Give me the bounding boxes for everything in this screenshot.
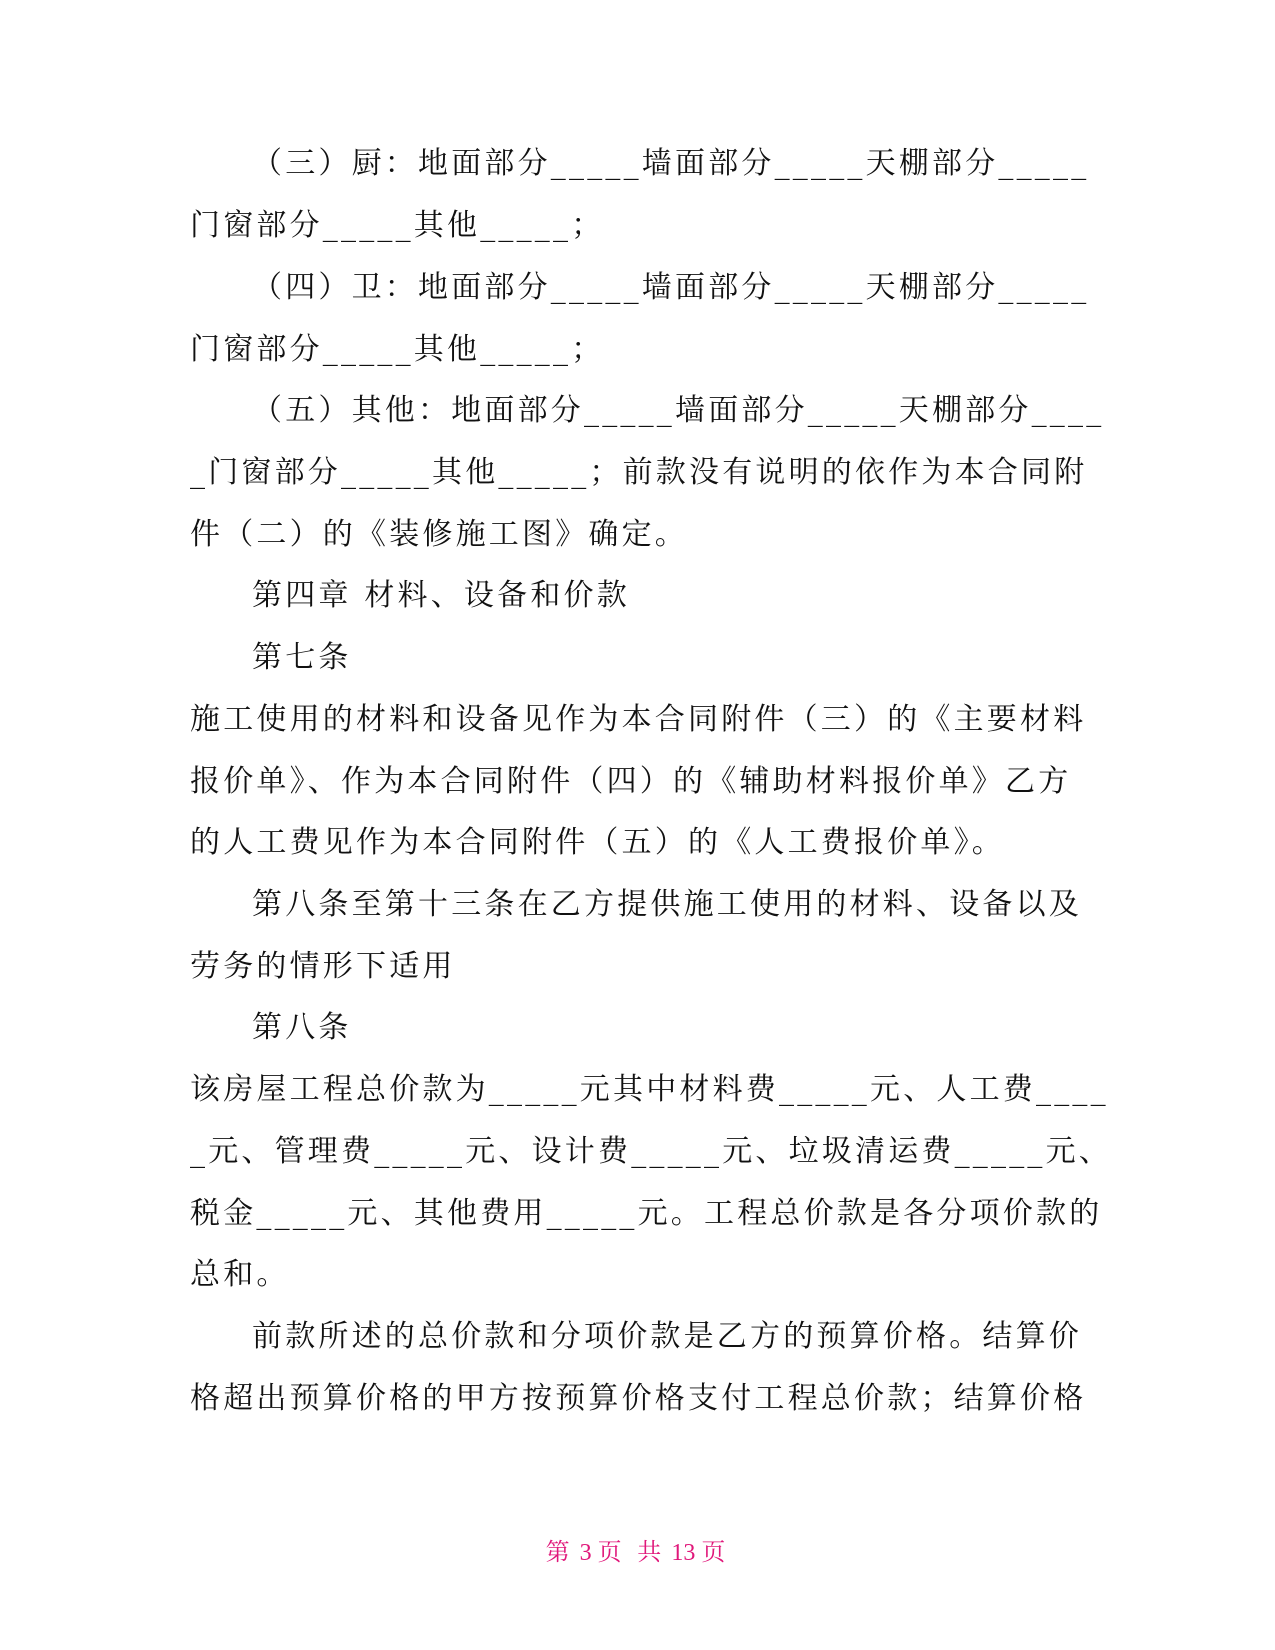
current-page-number: 3 xyxy=(579,1540,592,1566)
text-line: （五）其他：地面部分_____墙面部分_____天棚部分____ xyxy=(252,393,1105,428)
text-line: 门窗部分_____其他_____； xyxy=(190,208,605,243)
footer-prefix: 第 xyxy=(545,1538,574,1566)
text-line: （四）卫：地面部分_____墙面部分_____天棚部分_____ xyxy=(252,270,1090,305)
page-footer xyxy=(0,1532,1275,1567)
text-line: 格超出预算价格的甲方按预算价格支付工程总价款；结算价格 xyxy=(190,1381,1087,1416)
footer-suffix: 页 xyxy=(701,1538,730,1566)
text-line: （三）厨：地面部分_____墙面部分_____天棚部分_____ xyxy=(252,146,1090,181)
article-heading: 第八条 xyxy=(252,1010,352,1045)
text-line: 件（二）的《装修施工图》确定。 xyxy=(190,517,688,552)
text-line: _门窗部分_____其他_____；前款没有说明的依作为本合同附 xyxy=(190,455,1088,490)
text-line: 施工使用的材料和设备见作为本合同附件（三）的《主要材料 xyxy=(190,702,1087,737)
text-line: 总和。 xyxy=(190,1257,290,1292)
article-heading: 第七条 xyxy=(252,640,352,675)
text-line: 门窗部分_____其他_____； xyxy=(190,332,605,367)
text-line: 劳务的情形下适用 xyxy=(190,949,456,984)
text-line: 第八条至第十三条在乙方提供施工使用的材料、设备以及 xyxy=(252,887,1082,922)
footer-middle: 页 共 xyxy=(597,1538,666,1566)
text-line: 的人工费见作为本合同附件（五）的《人工费报价单》。 xyxy=(190,825,1005,860)
total-pages-number: 13 xyxy=(671,1540,696,1566)
text-line: 该房屋工程总价款为_____元其中材料费_____元、人工费____ xyxy=(190,1072,1109,1107)
text-line: 税金_____元、其他费用_____元。工程总价款是各分项价款的 xyxy=(190,1196,1103,1231)
text-line: _元、管理费_____元、设计费_____元、垃圾清运费_____元、 xyxy=(190,1134,1112,1169)
text-line: 前款所述的总价款和分项价款是乙方的预算价格。结算价 xyxy=(252,1319,1082,1354)
chapter-heading: 第四章 材料、设备和价款 xyxy=(252,578,630,613)
text-line: 报价单》、作为本合同附件（四）的《辅助材料报价单》乙方 xyxy=(190,764,1072,799)
